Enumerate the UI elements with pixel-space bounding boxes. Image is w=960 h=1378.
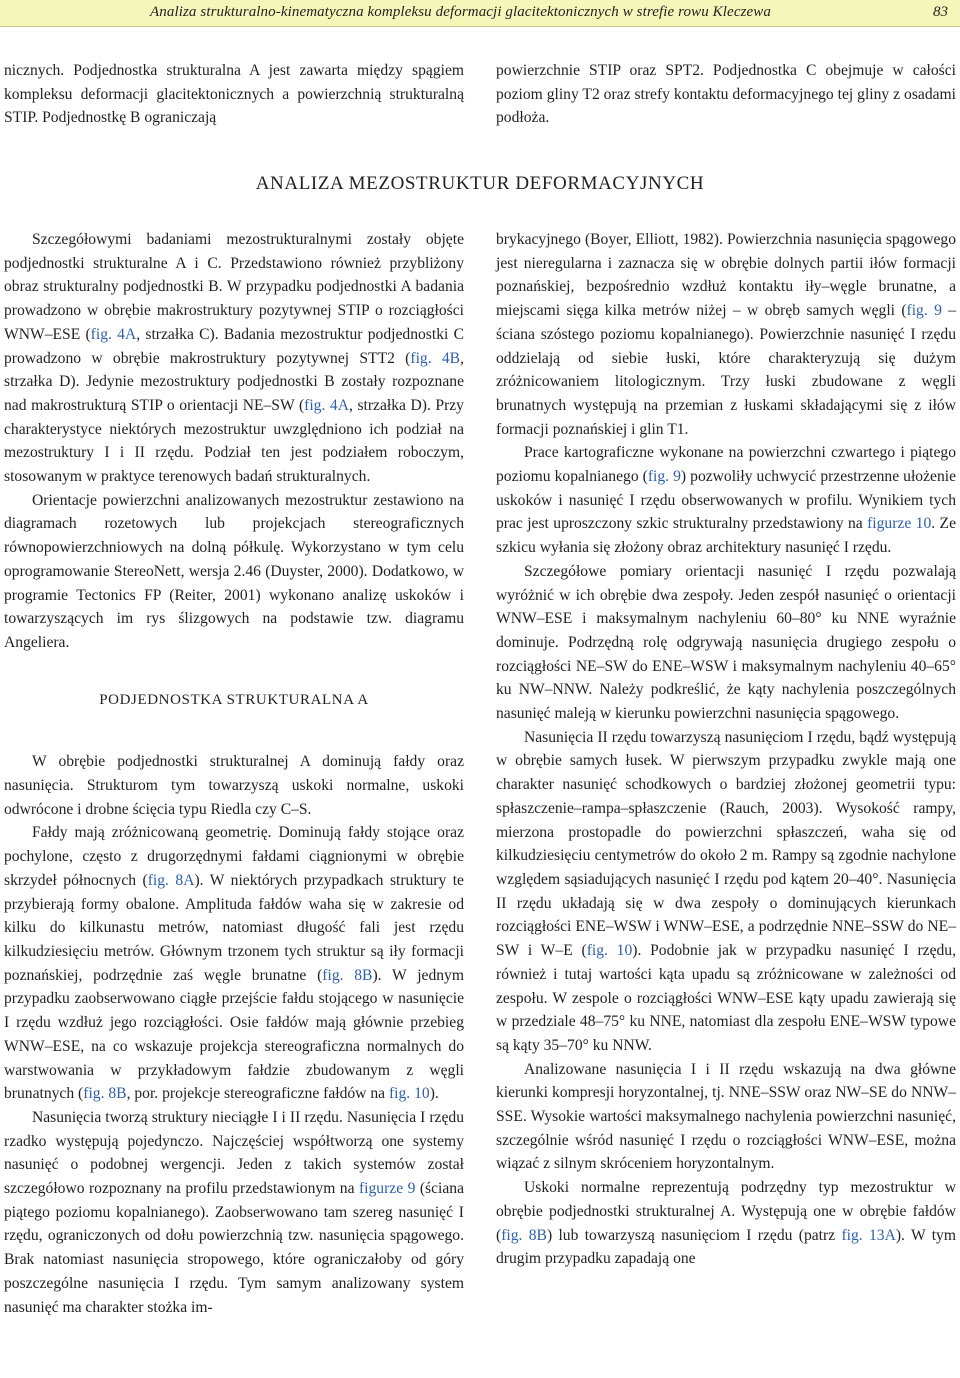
figure-link[interactable]: fig. 10 — [586, 942, 633, 960]
right-column — [496, 228, 956, 1271]
left-column — [4, 228, 464, 1319]
paragraph: Fałdy mają zróżnicowaną geometrię. Dominują fałdy stojące oraz pochylone, często z drugorzędnymi fałdami ciągnionymi w obrębie skrzydeł północnych (fig. 8A). W niektórych przypadkach struktury te przybierają formy obalone. Amplituda fałdów waha się w zakresie od kilku do kilkunastu metrów, natomiast długość fali jest rzędu kilkudziesięciu metrów. Głównym trzonem tych struktur są iły formacji poznańskiej, podrzędnie zaś węgle brunatne (fig. 8B). W jednym przypadku zaobserwowano ciągłe przejście fałdu stojącego w nasunięcie I rzędu wzdłuż jego rozciągłości. Osie fałdów mają głównie przebieg WNW–ESE, na co wskazuje projekcja stereograficzna normalnych do warstwowania w przykładowym fałdzie zbudowanym z węgli brunatnych (fig. 8B, por. projekcje stereograficzne fałdów na fig. 10). — [4, 824, 464, 1103]
figure-link[interactable]: fig. 10 — [388, 1085, 430, 1103]
paragraph: Szczegółowe pomiary orientacji nasunięć I rzędu pozwalają wyróżnić w ich obrębie dwa zespoły. Jeden zespół nasunięć o orientacji WNW–ESE i maksymalnym nachyleniu 60–80° ku NNE wyraźnie dominuje. Podrzędną rolę odgrywają nasunięcia drugiego zespołu o rozciągłości NE–SW do ENE–WSW i maksymalnym nachyleniu 40–65° ku NW–NNW. Należy podkreślić, że kąty nachylenia poszczególnych nasunięć maleją w kierunku powierzchni nasunięcia spągowego. — [496, 562, 956, 723]
figure-link[interactable]: fig. 8B — [83, 1085, 127, 1103]
paragraph: Nasunięcia II rzędu towarzyszą nasunięciom I rzędu, bądź występują w obrębie samych łusek. W pierwszym przypadku zwykle mają one charakter nasunięć schodkowych o bardziej złożonej geometrii typu: spłaszczenie–rampa–spłaszczenie (Rauch, 2003). Wysokość rampy, mierzona prostopadle do powierzchni spłaszczeń, waha się od kilkudziesięciu centymetrów do około 2 m. Rampy są zgodnie nachylone względem sąsiadujących nasunięć I rzędu pod kątem 20–40°. Nasunięcia II rzędu układają się w dwa zespoły o dominujących kierunkach rozciągłości ENE–WSW i WNW–ESE, a podrzędnie NNE–SSW do NE–SW i W–E (fig. 10). Podobnie jak w przypadku nasunięć I rzędu, również i tutaj wartości kąta upadu są zróżnicowane w zależności od zespołu. W zespole o rozciągłości WNW–ESE kąty upadu zawierają się w przedziale 48–75° ku NNE, natomiast dla zespołu ENE–WSW typowe są kąty 35–70° ku NNW. — [496, 728, 956, 1054]
figure-link[interactable]: fig. 8B — [501, 1226, 547, 1244]
running-header — [0, 0, 960, 27]
figure-link[interactable]: fig. 9 — [647, 468, 681, 486]
top-right-continuation — [496, 59, 956, 130]
figure-link[interactable]: fig. 4A — [90, 325, 137, 343]
figure-link[interactable]: fig. 9 — [906, 302, 942, 320]
top-left-continuation — [4, 59, 464, 130]
paragraph: Uskoki normalne reprezentują podrzędny typ mezostruktur w obrębie podjednostki strukturalnej A. Występują one w obrębie fałdów (fig. 8B) lub towarzyszą nasunięciom I rzędu (patrz fig. 13A). W tym drugim przypadku zapadają one — [496, 1179, 956, 1268]
figure-link[interactable]: fig. 8A — [147, 871, 195, 889]
paragraph: Orientacje powierzchni analizowanych mezostruktur zestawiono na diagramach rozetowych lub projekcjach stereograficznych równopowierzchniowych na dolną półkulę. Wykorzystano w tym celu oprogramowanie StereoNett, wersja 2.46 (Duyster, 2000). Dodatkowo, w programie Tectonics FP (Reiter, 2001) wykonano analizę uskoków i towarzyszących im rys ślizgowych na podstawie tzw. diagramu Angeliera. — [4, 491, 464, 651]
figure-link[interactable]: fig. 4B — [410, 349, 461, 367]
running-header-title: Analiza strukturalno-kinematyczna kompleksu deformacji glacitektonicznych w strefie rowu Kleczewa — [150, 4, 771, 20]
section-heading: ANALIZA MEZOSTRUKTUR DEFORMACYJNYCH — [255, 173, 705, 194]
paragraph: Nasunięcia tworzą struktury nieciągłe I i II rzędu. Nasunięcia I rzędu rzadko występują pojedynczo. Najczęściej współtworzą one systemy nasunięć o podobnej wergencji. Jeden z takich systemów został szczegółowo rozpoznany na profilu przedstawionym na figurze 9 (ściana piątego poziomu kopalnianego). Zaobserwowano tam szereg nasunięć I rzędu, ograniczonych od dołu powierzchnią tzw. nasunięcia spągowego. Brak natomiast nasunięcia stropowego, które ograniczałoby od góry poszczególne nasunięcia I rzędu. Tym samym analizowany system nasunięć ma charakter stożka im- — [4, 1108, 465, 1316]
paragraph: W obrębie podjednostki strukturalnej A dominują fałdy oraz nasunięcia. Strukturom tym towarzyszą uskoki normalne, uskoki odwrócone i drobne ścięcia typu Riedla czy C–S. — [4, 753, 464, 818]
paragraph: Szczegółowymi badaniami mezostrukturalnymi zostały objęte podjednostki strukturalne A i C. Przedstawiono również przybliżony obraz strukturalny podjednostki B. W przypadku podjednostki A badania prowadzono w obrębie makrostruktury pozytywnej STIP o rozciągłości WNW–ESE (fig. 4A, strzałka C). Badania mezostruktur podjednostki C prowadzono w obrębie makrostruktury pozytywnej STT2 (fig. 4B, strzałka D). Jedynie mezostruktury podjednostki B zostały rozpoznane nad makrostrukturą STIP o orientacji NE–SW (fig. 4A, strzałka D). Przy charakterystyce niektórych mezostruktur uwzględniono ich podział na mezostruktury I i II rzędu. Podział ten jest podziałem roboczym, stosowanym w praktyce terenowych badań strukturalnych. — [4, 231, 464, 486]
figure-link[interactable]: fig. 4A — [304, 396, 349, 414]
paragraph: nicznych. Podjednostka strukturalna A jest zawarta między spągiem kompleksu deformacji glacitektonicznych a powierzchnią strukturalną STIP. Podjednostkę B ograniczają — [4, 62, 464, 127]
subsection-heading: PODJEDNOSTKA STRUKTURALNA A — [99, 691, 369, 708]
figure-link[interactable]: figurze 9 — [358, 1180, 416, 1198]
page-number: 83 — [933, 4, 948, 20]
paragraph: Prace kartograficzne wykonane na powierzchni czwartego i piątego poziomu kopalnianego (fig. 9) pozwoliły uchwycić przestrzenne ułożenie uskoków i nasunięć I rzędu obserwowanych w profilu. Wynikiem tych prac jest uproszczony szkic strukturalny przedstawiony na figurze 10. Ze szkicu wyłania się złożony obraz architektury nasunięć I rzędu. — [496, 444, 957, 557]
figure-link[interactable]: fig. 13A — [841, 1226, 896, 1244]
paragraph: brykacyjnego (Boyer, Elliott, 1982). Powierzchnia nasunięcia spągowego jest nieregularna i zaznacza się w obrębie dolnych partii iłów formacji poznańskiej, bezpośrednio wzdłuż kontaktu iły–węgle brunatne, a miejscami sięga kilka metrów niżej – w obręb samych węgli (fig. 9 – ściana szóstego poziomu kopalnianego). Powierzchnie nasunięć I rzędu oddzielają od siebie łuski, które charakteryzują się dużym zróżnicowaniem litologicznym. Trzy łuski zbudowane z węgli brunatnych występują na przemian z łuskami składającymi się z iłów formacji poznańskiej i glin T1. — [496, 231, 956, 438]
paragraph: powierzchnie STIP oraz SPT2. Podjednostka C obejmuje w całości poziom gliny T2 oraz strefy kontaktu deformacyjnego tej gliny z osadami podłoża. — [496, 62, 956, 127]
figure-link[interactable]: fig. 8B — [322, 966, 373, 984]
paragraph: Analizowane nasunięcia I i II rzędu wskazują na dwa główne kierunki kompresji horyzontalnej, tj. NNE–SSW oraz NW–SE do NNW–SSE. Wysokie wartości maksymalnego nachylenia powierzchni nasunięć, szczególnie wśród nasunięć I rzędu o rozciągłości WNW–ESE, można wiązać z silnym skróceniem horyzontalnym. — [496, 1060, 956, 1173]
figure-link[interactable]: figurze 10 — [867, 515, 932, 533]
